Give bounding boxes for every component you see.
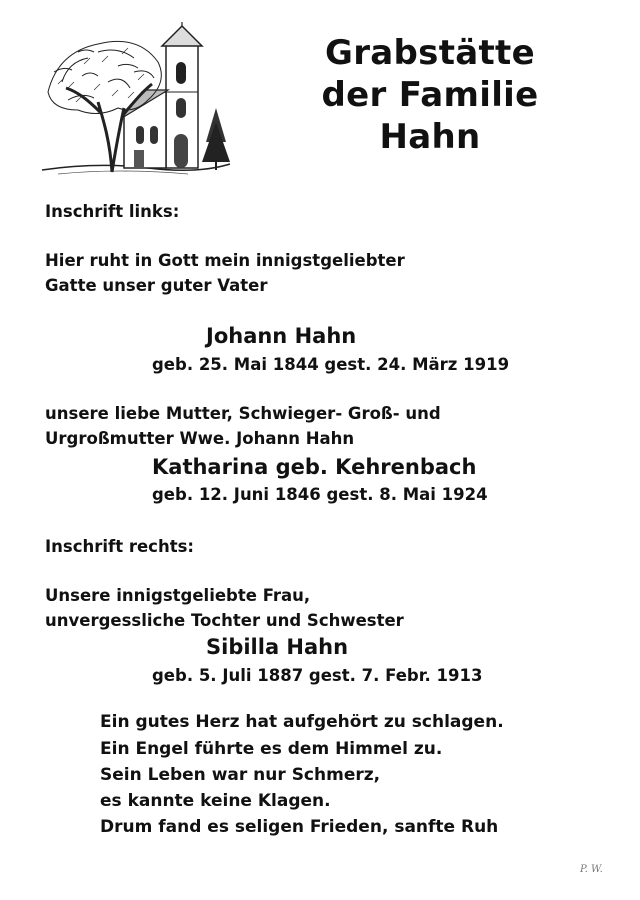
- title-line-1: Grabstätte: [325, 33, 535, 73]
- left-intro-line-2: Gatte unser guter Vater: [45, 276, 268, 295]
- person-3-name: Sibilla Hahn: [206, 635, 349, 659]
- person-1-name: Johann Hahn: [206, 324, 357, 348]
- left-inscription-heading: Inschrift links:: [45, 202, 180, 221]
- right-inscription-heading: Inschrift rechts:: [45, 537, 194, 556]
- right-intro-line-1: Unsere innigstgeliebte Frau,: [45, 586, 311, 605]
- church-and-tree-drawing-icon: [38, 22, 234, 182]
- verse-line-5: Drum fand es seligen Frieden, sanfte Ruh: [100, 817, 499, 837]
- right-intro-line-2: unvergessliche Tochter und Schwester: [45, 611, 404, 630]
- verse-line-3: Sein Leben war nur Schmerz,: [100, 765, 381, 785]
- person-1-dates: geb. 25. Mai 1844 gest. 24. März 1919: [152, 355, 510, 374]
- person-3-dates: geb. 5. Juli 1887 gest. 7. Febr. 1913: [152, 666, 483, 685]
- page-title: [300, 32, 560, 158]
- left-intro-line-4: Urgroßmutter Wwe. Johann Hahn: [45, 429, 355, 448]
- left-intro-line-3: unsere liebe Mutter, Schwieger- Groß- und: [45, 404, 441, 423]
- signature: P. W.: [580, 864, 603, 875]
- title-line-3: Hahn: [379, 117, 481, 157]
- verse-line-1: Ein gutes Herz hat aufgehört zu schlagen.: [100, 712, 504, 732]
- person-2-name: Katharina geb. Kehrenbach: [152, 455, 477, 479]
- verse-line-4: es kannte keine Klagen.: [100, 791, 331, 811]
- verse-line-2: Ein Engel führte es dem Himmel zu.: [100, 739, 443, 759]
- left-intro-line-1: Hier ruht in Gott mein innigstgeliebter: [45, 251, 405, 270]
- person-2-dates: geb. 12. Juni 1846 gest. 8. Mai 1924: [152, 485, 488, 504]
- title-line-2: der Familie: [321, 75, 539, 115]
